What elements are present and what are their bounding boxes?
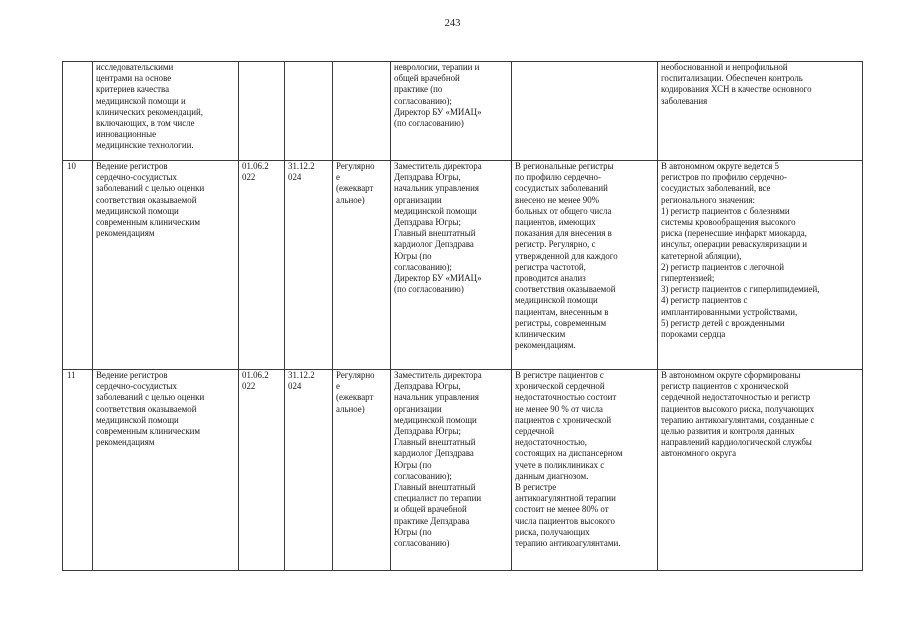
cell-event [93, 62, 239, 161]
cell-text-line: сердечной недостаточностью и регистр [661, 392, 811, 403]
cell-text-line: сердечно-сосудистых [96, 172, 177, 183]
cell-text-line: В региональные регистры [515, 161, 614, 171]
cell-text-line: Регулярно [336, 161, 375, 171]
table-row [63, 370, 863, 571]
cell-text-line: В автономном округе сформированы [661, 370, 801, 380]
cell-text-line: больных от общего числа [515, 205, 612, 216]
cell-text-line: внесено не менее 90% [515, 194, 600, 205]
cell-text-line: медицинской помощи [96, 205, 179, 216]
cell-text-line: регионального значения: [661, 194, 755, 205]
cell-text-line: Главный внештатный [394, 437, 476, 448]
cell-text-line: рекомендациям. [515, 340, 576, 351]
cell-text-line: данным диагнозом. [515, 470, 589, 481]
cell-text-line: необоснованной и непрофильной [661, 62, 788, 72]
cell-text-line: сосудистых заболеваний [515, 183, 608, 194]
cell-text-line: клиническим [515, 329, 566, 340]
cell-text-line: риска, получающих [515, 526, 590, 537]
cell-text-line: гипертензией; [661, 273, 715, 284]
cell-responsible [391, 161, 512, 370]
cell-text-line: 10 [67, 161, 76, 171]
cell-text-line: учете в поликлиниках с [515, 459, 605, 470]
cell-text-line: не менее 90 % от числа [515, 403, 603, 414]
cell-text-line: согласованию); [394, 261, 452, 272]
cell-text-line: е [336, 381, 340, 392]
cell-text-line: медицинской помощи [96, 414, 179, 425]
cell-end-date [285, 62, 333, 161]
cell-text-line: Заместитель директора [394, 161, 482, 171]
cell-text-line: 01.06.2 [242, 370, 269, 380]
cell-text-line: антикоагулянтной терапии [515, 493, 616, 504]
cell-text-line: регистр пациентов с хронической [661, 381, 789, 392]
cell-text-line: кардиолог Депздрава [394, 239, 474, 250]
cell-text-line: (ежекварт [336, 392, 374, 403]
cell-text-line: медицинские технологии. [96, 140, 194, 151]
cell-indicator [512, 62, 658, 161]
cell-text-line: Депздрава Югры; [394, 217, 461, 228]
cell-text-line: включающих, в том числе [96, 118, 195, 129]
cell-responsible [391, 370, 512, 571]
cell-text-line: недостаточностью состоит [515, 392, 617, 403]
page-number: 243 [444, 18, 461, 29]
cell-text-line: 5) регистр детей с врожденными [661, 317, 785, 328]
cell-text-line: Депздрава Югры, [394, 381, 461, 392]
cell-text-line: состоит не менее 80% от [515, 504, 609, 515]
cell-text-line: Регулярно [336, 370, 375, 380]
cell-number [63, 161, 93, 370]
cell-end-date [285, 370, 333, 571]
cell-text-line: пациентов с хронической [515, 414, 612, 425]
cell-text-line: согласованию); [394, 470, 452, 481]
cell-text-line: 01.06.2 [242, 161, 269, 171]
cell-text-line: инсульт, операции реваскуляризации и [661, 239, 808, 250]
cell-text-line: риска (перенесшие инфаркт миокарда, [661, 228, 807, 239]
cell-text-line: системы кровообращения высокого [661, 217, 796, 228]
cell-text-line: 024 [288, 381, 302, 392]
cell-text-line: Югры (по [394, 459, 432, 470]
cell-text-line: альное) [336, 194, 365, 205]
cell-text-line: заболевания [661, 95, 708, 106]
cell-text-line: медицинской помощи [394, 414, 477, 425]
cell-event [93, 161, 239, 370]
cell-text-line: 31.12.2 [288, 161, 315, 171]
cell-text-line: автономного округа [661, 448, 737, 459]
cell-text-line: 024 [288, 172, 302, 183]
cell-text-line: пациентов, имеющих [515, 217, 596, 228]
cell-text-line: заболеваний с целью оценки [96, 183, 205, 194]
cell-start-date [239, 62, 285, 161]
cell-text-line: рекомендациям [96, 437, 155, 448]
cell-text-line: и общей врачебной [394, 504, 467, 515]
cell-responsible [391, 62, 512, 161]
cell-text-line: Заместитель директора [394, 370, 482, 380]
cell-text-line: Директор БУ «МИАЦ» [394, 106, 482, 117]
cell-text-line: согласованию) [394, 538, 450, 549]
cell-text-line: (по согласованию) [394, 118, 464, 129]
cell-text-line: Югры (по [394, 526, 432, 537]
cell-start-date [239, 161, 285, 370]
cell-text-line: Ведение регистров [96, 370, 168, 380]
cell-periodicity [333, 161, 391, 370]
cell-text-line: соответствия оказываемой [515, 284, 616, 295]
cell-text-line: числа пациентов высокого [515, 515, 615, 526]
cell-text-line: рекомендациям [96, 228, 155, 239]
cell-text-line: В автономном округе ведется 5 [661, 161, 779, 171]
cell-text-line: пациентов высокого риска, получающих [661, 403, 815, 414]
cell-text-line: госпитализации. Обеспечен контроль [661, 73, 803, 84]
cell-text-line: 022 [242, 172, 256, 183]
cell-number [63, 370, 93, 571]
cell-text-line: начальник управления [394, 183, 479, 194]
cell-text-line: кодирования ХСН в качестве основного [661, 84, 812, 95]
cell-indicator [512, 370, 658, 571]
cell-text-line: (по согласованию) [394, 284, 464, 295]
cell-text-line: Ведение регистров [96, 161, 168, 171]
cell-start-date [239, 370, 285, 571]
cell-text-line: начальник управления [394, 392, 479, 403]
cell-text-line: пациентам, внесенным в [515, 306, 609, 317]
cell-text-line: недостаточностью, [515, 437, 587, 448]
cell-text-line: организации [394, 403, 442, 414]
cell-text-line: Депздрава Югры, [394, 172, 461, 183]
cell-text-line: 022 [242, 381, 256, 392]
cell-text-line: терапию антикоагулянтами. [515, 538, 621, 549]
cell-text-line: хронической сердечной [515, 381, 605, 392]
cell-text-line: Директор БУ «МИАЦ» [394, 273, 482, 284]
cell-text-line: исследовательскими [96, 62, 174, 72]
cell-result [658, 370, 863, 571]
cell-text-line: регистры, современным [515, 317, 607, 328]
cell-text-line: соответствия оказываемой [96, 403, 197, 414]
cell-text-line: катетерной абляции), [661, 250, 742, 261]
plan-table [62, 61, 863, 571]
cell-text-line: 11 [67, 370, 76, 380]
cell-text-line: заболеваний с целью оценки [96, 392, 205, 403]
cell-periodicity [333, 62, 391, 161]
cell-text-line: Главный внештатный [394, 482, 476, 493]
cell-result [658, 62, 863, 161]
cell-text-line: регистров по профилю сердечно- [661, 172, 787, 183]
cell-text-line: 3) регистр пациентов с гиперлипидемией, [661, 284, 820, 295]
cell-text-line: 1) регистр пациентов с болезнями [661, 205, 790, 216]
cell-text-line: кардиолог Депздрава [394, 448, 474, 459]
cell-event [93, 370, 239, 571]
table-row [63, 62, 863, 161]
cell-text-line: 2) регистр пациентов с легочной [661, 261, 784, 272]
cell-text-line: целью развития и контроля данных [661, 426, 795, 437]
cell-text-line: утвержденной для каждого [515, 250, 618, 261]
cell-end-date [285, 161, 333, 370]
cell-text-line: направлений кардиологической службы [661, 437, 812, 448]
cell-text-line: альное) [336, 403, 365, 414]
cell-text-line: регистр. Регулярно, с [515, 239, 596, 250]
cell-text-line: инновационные [96, 129, 157, 140]
cell-text-line: специалист по терапии [394, 493, 482, 504]
cell-text-line: практике Депздрава [394, 515, 470, 526]
cell-text-line: Депздрава Югры; [394, 426, 461, 437]
cell-text-line: Югры (по [394, 250, 432, 261]
cell-text-line: регистра частотой, [515, 261, 586, 272]
cell-text-line: медицинской помощи [515, 295, 598, 306]
cell-text-line: е [336, 172, 340, 183]
table-row [63, 161, 863, 370]
cell-text-line: медицинской помощи [394, 205, 477, 216]
cell-result [658, 161, 863, 370]
cell-text-line: клинических рекомендаций, [96, 106, 204, 117]
cell-text-line: сердечной [515, 426, 554, 437]
cell-text-line: современным клиническим [96, 217, 201, 228]
cell-text-line: 4) регистр пациентов с [661, 295, 748, 306]
cell-text-line: В регистре пациентов с [515, 370, 604, 380]
cell-text-line: сосудистых заболеваний, все [661, 183, 771, 194]
cell-text-line: Главный внештатный [394, 228, 476, 239]
cell-text-line: имплантированными устройствами, [661, 306, 798, 317]
cell-text-line: современным клиническим [96, 426, 201, 437]
cell-text-line: соответствия оказываемой [96, 194, 197, 205]
cell-text-line: согласованию); [394, 95, 452, 106]
cell-text-line: терапию антикоагулянтами, созданные с [661, 414, 815, 425]
cell-number [63, 62, 93, 161]
cell-indicator [512, 161, 658, 370]
cell-text-line: критериев качества [96, 84, 170, 95]
cell-text-line: медицинской помощи и [96, 95, 186, 106]
cell-text-line: состоящих на диспансерном [515, 448, 623, 459]
cell-text-line: центрами на основе [96, 73, 172, 84]
table-body [63, 62, 863, 571]
cell-periodicity [333, 370, 391, 571]
cell-text-line: по профилю сердечно- [515, 172, 601, 183]
cell-text-line: В регистре [515, 482, 557, 493]
cell-text-line: проводится анализ [515, 273, 586, 284]
cell-text-line: пороками сердца [661, 329, 726, 340]
cell-text-line: организации [394, 194, 442, 205]
cell-text-line: (ежекварт [336, 183, 374, 194]
cell-text-line: неврологии, терапии и [394, 62, 480, 72]
cell-text-line: общей врачебной [394, 73, 460, 84]
cell-text-line: практике (по [394, 84, 443, 95]
cell-text-line: сердечно-сосудистых [96, 381, 177, 392]
cell-text-line: 31.12.2 [288, 370, 315, 380]
cell-text-line: показания для внесения в [515, 228, 612, 239]
